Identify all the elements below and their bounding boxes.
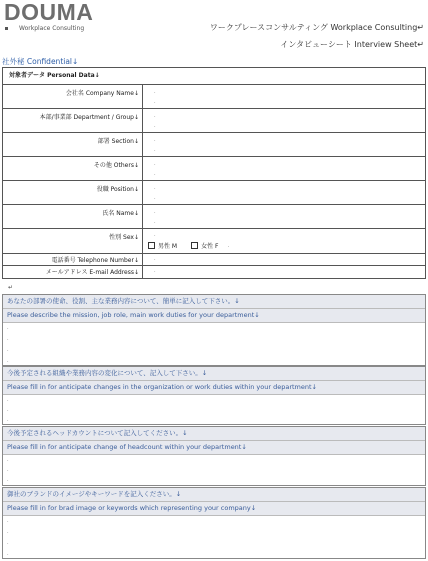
field-mark: . — [154, 161, 156, 167]
field-name[interactable] — [143, 205, 425, 228]
female-checkbox[interactable] — [191, 242, 198, 249]
label-company-name: 会社名 Company Name↓ — [3, 85, 143, 108]
label-section: 部署 Section↓ — [3, 133, 143, 156]
question-en: Please fill in for brad image or keywords which representing your company↓ — [3, 502, 425, 516]
answer-area[interactable] — [3, 395, 425, 426]
answer-area[interactable] — [3, 455, 425, 487]
male-checkbox[interactable] — [148, 242, 155, 249]
field-mark: . — [154, 147, 156, 153]
logo-tagline-text: Workplace Consulting — [19, 25, 85, 32]
personal-data-table — [2, 67, 426, 279]
question-mission — [2, 294, 426, 366]
logo — [4, 1, 93, 32]
answer-line-mark: . — [7, 407, 9, 413]
field-mark: . — [227, 242, 230, 249]
answer-line-mark: . — [7, 457, 9, 463]
personal-data-heading: 対象者データ Personal Data↓ — [3, 68, 425, 85]
row-department — [3, 109, 425, 133]
answer-line-mark: . — [7, 477, 9, 483]
answer-line-mark: . — [7, 336, 9, 342]
question-headcount — [2, 426, 426, 486]
row-others — [3, 157, 425, 181]
field-mark: . — [154, 89, 156, 95]
label-email: メールアドレス E-mail Address↓ — [3, 266, 143, 278]
row-name — [3, 205, 425, 229]
field-section[interactable] — [143, 133, 425, 156]
field-mark: . — [154, 219, 156, 225]
question-jp: 今後予定されるヘッドカウントについて記入してください。↓ — [3, 427, 425, 441]
question-jp: あなたの部署の使命、役割、主な業務内容について、簡単に記入して下さい。↓ — [3, 295, 425, 309]
header-title-line1: ワークプレースコンサルティング Workplace Consulting↵ — [209, 23, 424, 32]
row-position — [3, 181, 425, 205]
field-mark: . — [154, 99, 156, 105]
field-mark: . — [154, 185, 156, 191]
answer-line-mark: . — [7, 551, 9, 557]
confidential-label: 社外秘 Confidential↓ — [2, 57, 79, 66]
field-position[interactable] — [143, 181, 425, 204]
answer-line-mark: . — [7, 358, 9, 364]
field-mark: . — [154, 137, 156, 143]
label-name: 氏名 Name↓ — [3, 205, 143, 228]
row-telephone — [3, 254, 425, 266]
answer-area[interactable] — [3, 516, 425, 560]
field-company-name[interactable] — [143, 85, 425, 108]
row-company-name — [3, 85, 425, 109]
row-section — [3, 133, 425, 157]
male-label: 男性 M — [158, 243, 178, 250]
paragraph-mark: ↵ — [8, 284, 14, 291]
question-brand-image — [2, 487, 426, 559]
label-others: その他 Others↓ — [3, 157, 143, 180]
question-changes — [2, 366, 426, 425]
field-email[interactable] — [143, 266, 425, 278]
label-sex: 性別 Sex↓ — [3, 229, 143, 253]
question-jp: 御社のブランドのイメージやキーワードを記入ください。↓ — [3, 488, 425, 502]
field-mark: . — [154, 268, 156, 274]
label-position: 役職 Position↓ — [3, 181, 143, 204]
sex-options — [148, 241, 229, 250]
label-department: 本部/事業部 Department / Group↓ — [3, 109, 143, 132]
answer-line-mark: . — [7, 467, 9, 473]
field-others[interactable] — [143, 157, 425, 180]
field-department[interactable] — [143, 109, 425, 132]
label-telephone: 電話番号 Telephone Number↓ — [3, 254, 143, 265]
answer-area[interactable] — [3, 323, 425, 367]
field-sex — [143, 229, 425, 253]
female-label: 女性 F — [201, 243, 219, 250]
question-jp: 今後予定される組織や業務内容の変化について、記入して下さい。↓ — [3, 367, 425, 381]
field-mark: . — [154, 113, 156, 119]
row-sex — [3, 229, 425, 254]
answer-line-mark: . — [7, 518, 9, 524]
answer-line-mark: . — [7, 540, 9, 546]
header-title-line2: インタビューシート Interview Sheet↵ — [280, 40, 424, 49]
question-en: Please describe the mission, job role, main work duties for your department↓ — [3, 309, 425, 323]
logo-wordmark: DOUMA — [4, 0, 94, 25]
field-mark: . — [154, 256, 156, 262]
field-mark: . — [154, 195, 156, 201]
logo-square-icon — [5, 27, 8, 30]
field-mark: . — [154, 123, 156, 129]
row-email — [3, 266, 425, 278]
answer-line-mark: . — [7, 529, 9, 535]
logo-tagline — [4, 25, 93, 32]
answer-line-mark: . — [7, 325, 9, 331]
field-mark: . — [154, 232, 156, 238]
question-en: Please fill in for anticipate changes in the organization or work duties within your department↓ — [3, 381, 425, 395]
field-mark: . — [154, 171, 156, 177]
field-mark: . — [154, 209, 156, 215]
answer-line-mark: . — [7, 347, 9, 353]
field-telephone[interactable] — [143, 254, 425, 265]
answer-line-mark: . — [7, 417, 9, 423]
answer-line-mark: . — [7, 397, 9, 403]
question-en: Please fill in for anticipate change of headcount within your department↓ — [3, 441, 425, 455]
